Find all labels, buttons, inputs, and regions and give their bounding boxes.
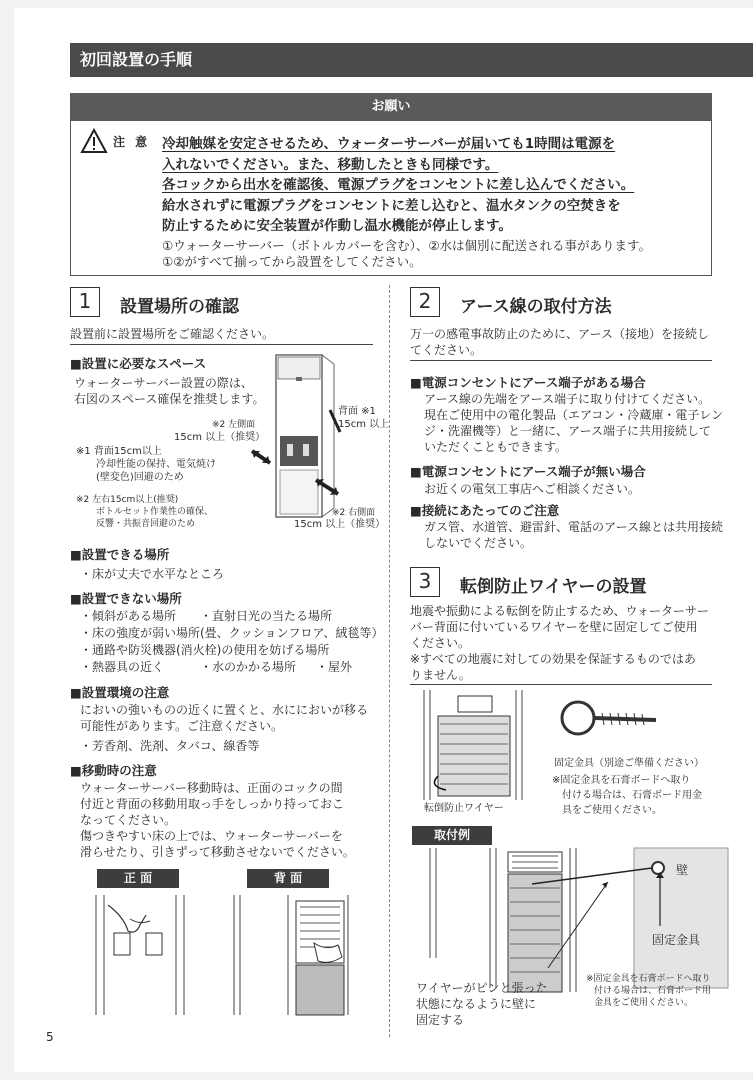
ng-item: ・床の強度が弱い場所(畳、クッションフロア、絨毯等） (80, 626, 384, 640)
page-number: 5 (46, 1030, 54, 1044)
section-3-intro: ください。 (410, 636, 471, 650)
section-3-title: 転倒防止ワイヤーの設置 (460, 577, 647, 597)
section-2-rule (410, 360, 712, 361)
ng-heading: ■設置できない場所 (70, 591, 182, 606)
space-heading: ■設置に必要なスペース (70, 356, 207, 371)
ng-item: ・屋外 (316, 660, 353, 674)
notice-small-line: ①ウォーターサーバー（ボトルカバーを含む）、②水は個別に配送される事があります。 (162, 238, 652, 253)
move-text: なってください。 (80, 813, 177, 827)
notice-title: お願い (70, 93, 712, 121)
right-side-label: ※2 右側面 (332, 508, 376, 518)
left-side-label: 15cm 以上（推奨） (174, 432, 266, 443)
section-2-intro: 万一の感電事故防止のために、アース（接地）を接続し (410, 327, 710, 341)
notice-line: 各コックから出水を確認後、電源プラグをコンセントに差し込んでください。 (162, 177, 635, 193)
wall-label: 壁 (676, 863, 689, 877)
earth-heading-3: ■接続にあたってのご注意 (410, 503, 560, 518)
note-1: (壁変色)回避のため (96, 472, 184, 483)
warning-icon (80, 128, 108, 154)
left-side-label: ※2 左側面 (212, 420, 256, 430)
note-2: 反響・共振音回避のため (96, 519, 196, 529)
earth-text-1: 現在ご使用中の電化製品（エアコン・冷蔵庫・電子レン (424, 408, 724, 422)
ng-item: ・傾斜がある場所 (80, 609, 177, 623)
example-note: 付ける場合は、石膏ボード用 (594, 986, 712, 996)
example-note: ※固定金具を石膏ボードへ取り (586, 974, 711, 984)
note-1: 冷却性能の保持、電気焼け (96, 459, 216, 470)
move-text: 傷つきやすい床の上では、ウォーターサーバーを (80, 829, 343, 843)
env-text: においの強いものの近くに置くと、水ににおいが移る (80, 703, 369, 717)
section-3-intro: 地震や振動による転倒を防止するため、ウォーターサー (410, 604, 710, 618)
example-label: 取付例 (412, 826, 492, 845)
tension-text: ワイヤーがピンと張った (416, 981, 548, 995)
space-text: 右図のスペース確保を推奨します。 (74, 392, 265, 406)
ok-heading: ■設置できる場所 (70, 547, 170, 562)
section-1-rule (70, 344, 373, 345)
wire-label: 転倒防止ワイヤー (424, 803, 504, 814)
earth-heading-1: ■電源コンセントにアース端子がある場合 (410, 375, 646, 390)
earth-text-1: ジ・洗濯機等）と一緒に、アース端子に共用接続して (424, 424, 712, 438)
move-text: 付近と背面の移動用取っ手をしっかり持っておこ (80, 797, 345, 811)
hook-note: 具をご使用ください。 (562, 805, 662, 816)
section-3-intro: ※すべての地震に対しての効果を保証するものではあ (410, 652, 696, 666)
move-text: ウォーターサーバー移動時は、正面のコックの間 (80, 781, 343, 795)
section-1-number: 1 (70, 287, 100, 317)
earth-text-2: お近くの電気工事店へご相談ください。 (424, 482, 641, 496)
wire-back-illustration (418, 690, 528, 800)
front-carry-illustration (90, 895, 190, 1020)
section-3-rule (410, 684, 712, 685)
earth-text-1: いただくこともできます。 (424, 440, 568, 454)
page-title: 初回設置の手順 (70, 43, 753, 77)
env-heading: ■設置環境の注意 (70, 685, 170, 700)
notice-small-line: ①②がすべて揃ってから設置をしてください。 (162, 254, 422, 269)
tension-text: 状態になるように壁に (416, 997, 537, 1011)
ng-item: ・水のかかる場所 (200, 660, 297, 674)
earth-text-3: しないでください。 (424, 536, 533, 550)
notice-line: 入れないでください。また、移動したときも同様です。 (162, 157, 499, 173)
section-3-number: 3 (410, 567, 440, 597)
notice-line: 防止するために安全装置が作動し温水機能が停止します。 (162, 218, 512, 234)
section-3-intro: りません。 (410, 668, 471, 682)
section-1-title: 設置場所の確認 (120, 297, 239, 317)
ng-item: ・通路や防災機器(消火栓)の使用を妨げる場所 (80, 643, 330, 657)
notice-line: 給水されずに電源プラグをコンセントに差し込むと、温水タンクの空焚きを (162, 198, 621, 214)
section-3-intro: バー背面に付いているワイヤーを壁に固定してご使用 (410, 620, 698, 634)
hook-note: ※固定金具を石膏ボードへ取り (552, 775, 691, 786)
earth-text-1: アース線の先端をアース端子に取り付けてください。 (424, 392, 711, 406)
section-1-intro: 設置前に設置場所をご確認ください。 (70, 327, 275, 341)
earth-heading-2: ■電源コンセントにアース端子が無い場合 (410, 464, 646, 479)
back-label-tag: 背 面 (247, 869, 329, 888)
ng-item: ・熱器具の近く (80, 660, 165, 674)
move-heading: ■移動時の注意 (70, 763, 157, 778)
section-2-number: 2 (410, 287, 440, 317)
hook-note: 付ける場合は、石膏ボード用金 (562, 790, 702, 801)
space-text: ウォーターサーバー設置の際は、 (74, 376, 253, 390)
back-carry-illustration (230, 895, 350, 1020)
tension-text: 固定する (416, 1013, 465, 1027)
section-2-title: アース線の取付方法 (460, 297, 612, 317)
back-label: 背面 ※1 (338, 406, 376, 417)
caution-label: 注 意 (113, 135, 151, 149)
env-text: 可能性があります。ご注意ください。 (80, 719, 284, 733)
hook-icon (556, 698, 666, 744)
hook-label: 固定金具（別途ご準備ください） (554, 758, 704, 769)
back-label: 15cm 以上 (338, 419, 390, 430)
front-label: 正 面 (97, 869, 179, 888)
env-text: ・芳香剤、洗剤、タバコ、線香等 (80, 739, 260, 753)
example-note: 金具をご使用ください。 (594, 998, 694, 1008)
ng-item: ・直射日光の当たる場所 (200, 609, 333, 623)
note-2: ボトルセット作業性の確保、 (96, 507, 214, 517)
fixture-label: 固定金具 (652, 933, 701, 947)
earth-text-3: ガス管、水道管、避雷針、電話のアース線とは共用接続 (424, 520, 724, 534)
right-side-label: 15cm 以上（推奨） (294, 519, 386, 530)
notice-line: 冷却触媒を安定させるため、ウォーターサーバーが届いても1時間は電源を (162, 136, 616, 152)
move-text: 滑らせたり、引きずって移動させないでください。 (80, 845, 355, 859)
note-1: ※1 背面15cm以上 (76, 446, 162, 457)
note-2: ※2 左右15cm以上(推奨) (76, 495, 179, 505)
ok-item: ・床が丈夫で水平なところ (80, 567, 225, 581)
section-2-intro: てください。 (410, 343, 483, 357)
